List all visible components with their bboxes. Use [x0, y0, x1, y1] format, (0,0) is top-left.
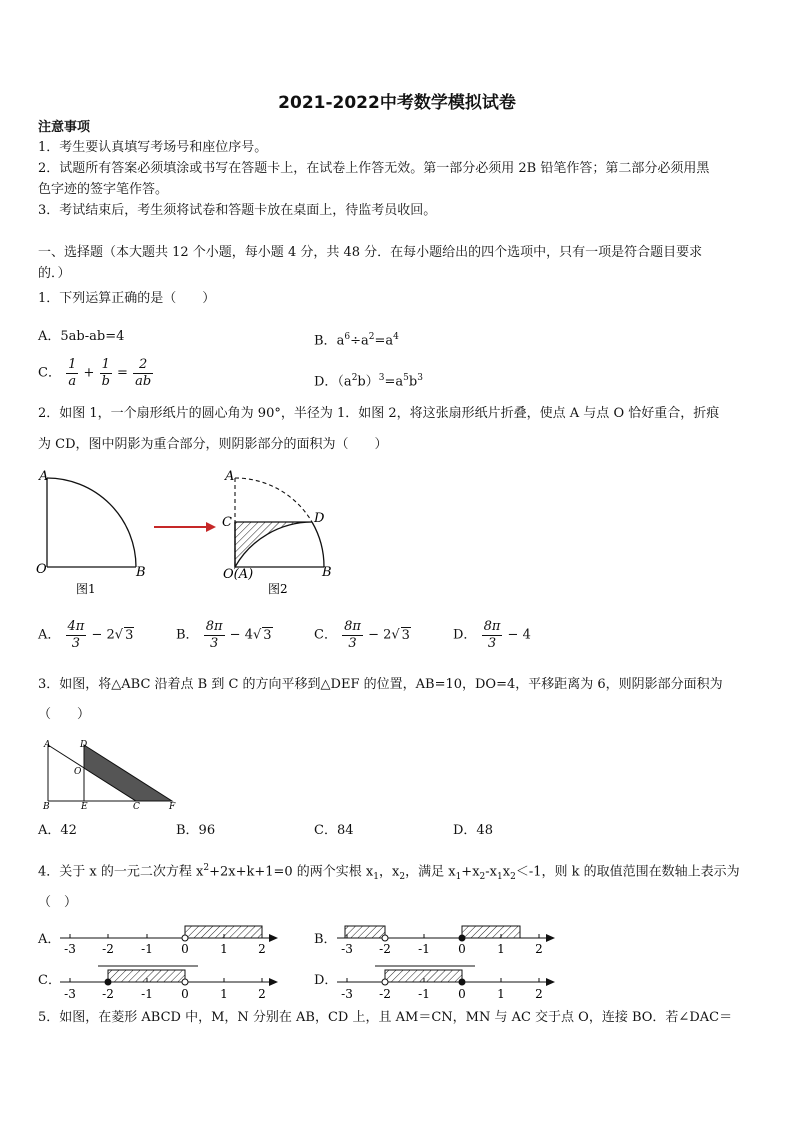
fig1-label-b: B: [136, 565, 146, 580]
q3-option-c: C．84: [314, 823, 354, 838]
svg-text:2: 2: [258, 942, 266, 956]
q4-label-b: B．: [314, 932, 337, 947]
svg-text:-2: -2: [102, 987, 114, 1001]
q4-stem-a: 4．关于 x 的一元二次方程 $x^2+2x+k+1=0$ 的两个实根 $x_1$，$x_2$，满足 $x_1+x_2-x_1x_2<-1$，则 k 的取值范围在数轴上表示为: [38, 863, 740, 882]
svg-text:1: 1: [497, 987, 505, 1001]
q1-option-b: B．$a^6\div a^2=a^4$: [314, 332, 399, 349]
q4-stem-b: （ ）: [38, 895, 78, 910]
q3-label-a: A: [44, 740, 51, 750]
q2-option-c: C． $\frac{8\pi}{3}$ − 2√ 3: [314, 619, 410, 651]
fig2-label-c: C: [222, 515, 232, 530]
fraction: $\frac{1}{a}$: [68, 357, 77, 389]
fold-arrow-icon: [154, 522, 216, 532]
svg-text:1: 1: [220, 987, 228, 1001]
svg-text:0: 0: [181, 942, 189, 956]
q3-figure: [38, 735, 188, 810]
q4-numberline-a: [58, 918, 283, 958]
notice-line-2a: 2．试题所有答案必须填涂或书写在答题卡上，在试卷上作答无效。第一部分必须用 2B 铅笔作答；第二部分必须用黑: [38, 161, 710, 176]
svg-text:-3: -3: [64, 987, 76, 1001]
fig1-label-o: O: [36, 562, 47, 577]
fig2-label-d: D: [314, 511, 325, 526]
svg-text:-1: -1: [418, 942, 430, 956]
fig2-caption: 图2: [268, 582, 288, 596]
svg-text:-2: -2: [379, 987, 391, 1001]
fig1-caption: 图1: [76, 582, 96, 596]
notice-line-3: 3．考试结束后，考生须将试卷和答题卡放在桌面上，待监考员收回。: [38, 203, 437, 218]
svg-text:2: 2: [535, 942, 543, 956]
svg-text:-1: -1: [141, 942, 153, 956]
svg-text:-2: -2: [379, 942, 391, 956]
q3-label-o: O: [74, 767, 82, 777]
q1-option-d: D．$(a^2b)^3=a^5b^3$: [314, 373, 423, 390]
svg-text:-3: -3: [64, 942, 76, 956]
figure-1-sector: [47, 478, 136, 567]
q2-figures: [30, 460, 350, 600]
fig2-label-o: O(A): [223, 567, 254, 582]
svg-text:-1: -1: [141, 987, 153, 1001]
q5-stem: 5．如图，在菱形 ABCD 中，M，N 分别在 AB，CD 上，且 AM＝CN，MN 与 AC 交于点 O，连接 BO．若∠DAC＝: [38, 1010, 733, 1025]
notice-line-1: 1．考生要认真填写考场号和座位序号。: [38, 140, 268, 155]
q2-option-d: D． $\frac{8\pi}{3}$ − 4: [453, 619, 531, 651]
fig1-label-a: A: [39, 469, 49, 484]
q3-label-f: F: [169, 802, 176, 810]
q4-label-d: D．: [314, 973, 338, 988]
svg-text:2: 2: [535, 987, 543, 1001]
q3-label-e: E: [81, 802, 88, 810]
q3-label-d: D: [80, 740, 88, 750]
svg-text:-3: -3: [341, 942, 353, 956]
q3-label-c: C: [133, 802, 140, 810]
svg-text:0: 0: [458, 942, 466, 956]
q3-label-b: B: [43, 802, 50, 810]
fig2-label-b: B: [322, 565, 332, 580]
q4-numberline-d: [335, 960, 560, 1002]
q3-option-a: A．42: [38, 823, 77, 838]
q3-stem-b: （ ）: [38, 707, 91, 722]
svg-text:2: 2: [258, 987, 266, 1001]
q1-option-c: C． $\frac{1}{a}$ + $\frac{1}{b}$ = $\frac{2}{ab}$: [38, 357, 152, 389]
svg-text:1: 1: [497, 942, 505, 956]
q2-option-b: B． $\frac{8\pi}{3}$ − 4√ 3: [176, 619, 272, 651]
q4-label-a: A．: [38, 932, 61, 947]
notice-line-2b: 色字迹的签字笔作答。: [38, 182, 169, 197]
section-heading-a: 一、选择题（本大题共 12 个小题，每小题 4 分，共 48 分．在每小题给出的四个选项中，只有一项是符合题目要求: [38, 245, 703, 260]
fig2-label-a: A: [225, 469, 235, 484]
fraction: $\frac{1}{b}$: [101, 357, 110, 389]
q2-option-a: A． $\frac{4\pi}{3}$ − 2√ 3: [38, 619, 134, 651]
section-heading-b: 的．）: [38, 266, 71, 281]
svg-text:-2: -2: [102, 942, 114, 956]
svg-text:0: 0: [181, 987, 189, 1001]
q4-label-c: C．: [38, 973, 61, 988]
svg-text:-3: -3: [341, 987, 353, 1001]
q3-stem-a: 3．如图，将△ABC 沿着点 B 到 C 的方向平移到△DEF 的位置，AB=10，DO=4，平移距离为 6，则阴影部分面积为: [38, 677, 723, 692]
figure-2-folded-sector: [235, 478, 324, 567]
fraction: $\frac{2}{ab}$: [135, 357, 152, 389]
q4-numberline-b: [335, 918, 560, 958]
svg-text:-1: -1: [418, 987, 430, 1001]
q2-stem-b: 为 CD，图中阴影为重合部分，则阴影部分的面积为（ ）: [38, 437, 388, 452]
q1-option-a: A．5ab-ab=4: [38, 329, 125, 344]
q3-option-d: D．48: [453, 823, 493, 838]
q4-numberline-c: [58, 960, 283, 1002]
svg-text:0: 0: [458, 987, 466, 1001]
q2-stem-a: 2．如图 1，一个扇形纸片的圆心角为 90°，半径为 1．如图 2，将这张扇形纸片折叠，使点 A 与点 O 恰好重合，折痕: [38, 406, 720, 421]
svg-text:1: 1: [220, 942, 228, 956]
page-title: 2021-2022中考数学模拟试卷: [278, 93, 516, 113]
notice-heading: 注意事项: [38, 120, 91, 135]
q3-option-b: B．96: [176, 823, 216, 838]
q1-stem: 1．下列运算正确的是（ ）: [38, 291, 216, 306]
